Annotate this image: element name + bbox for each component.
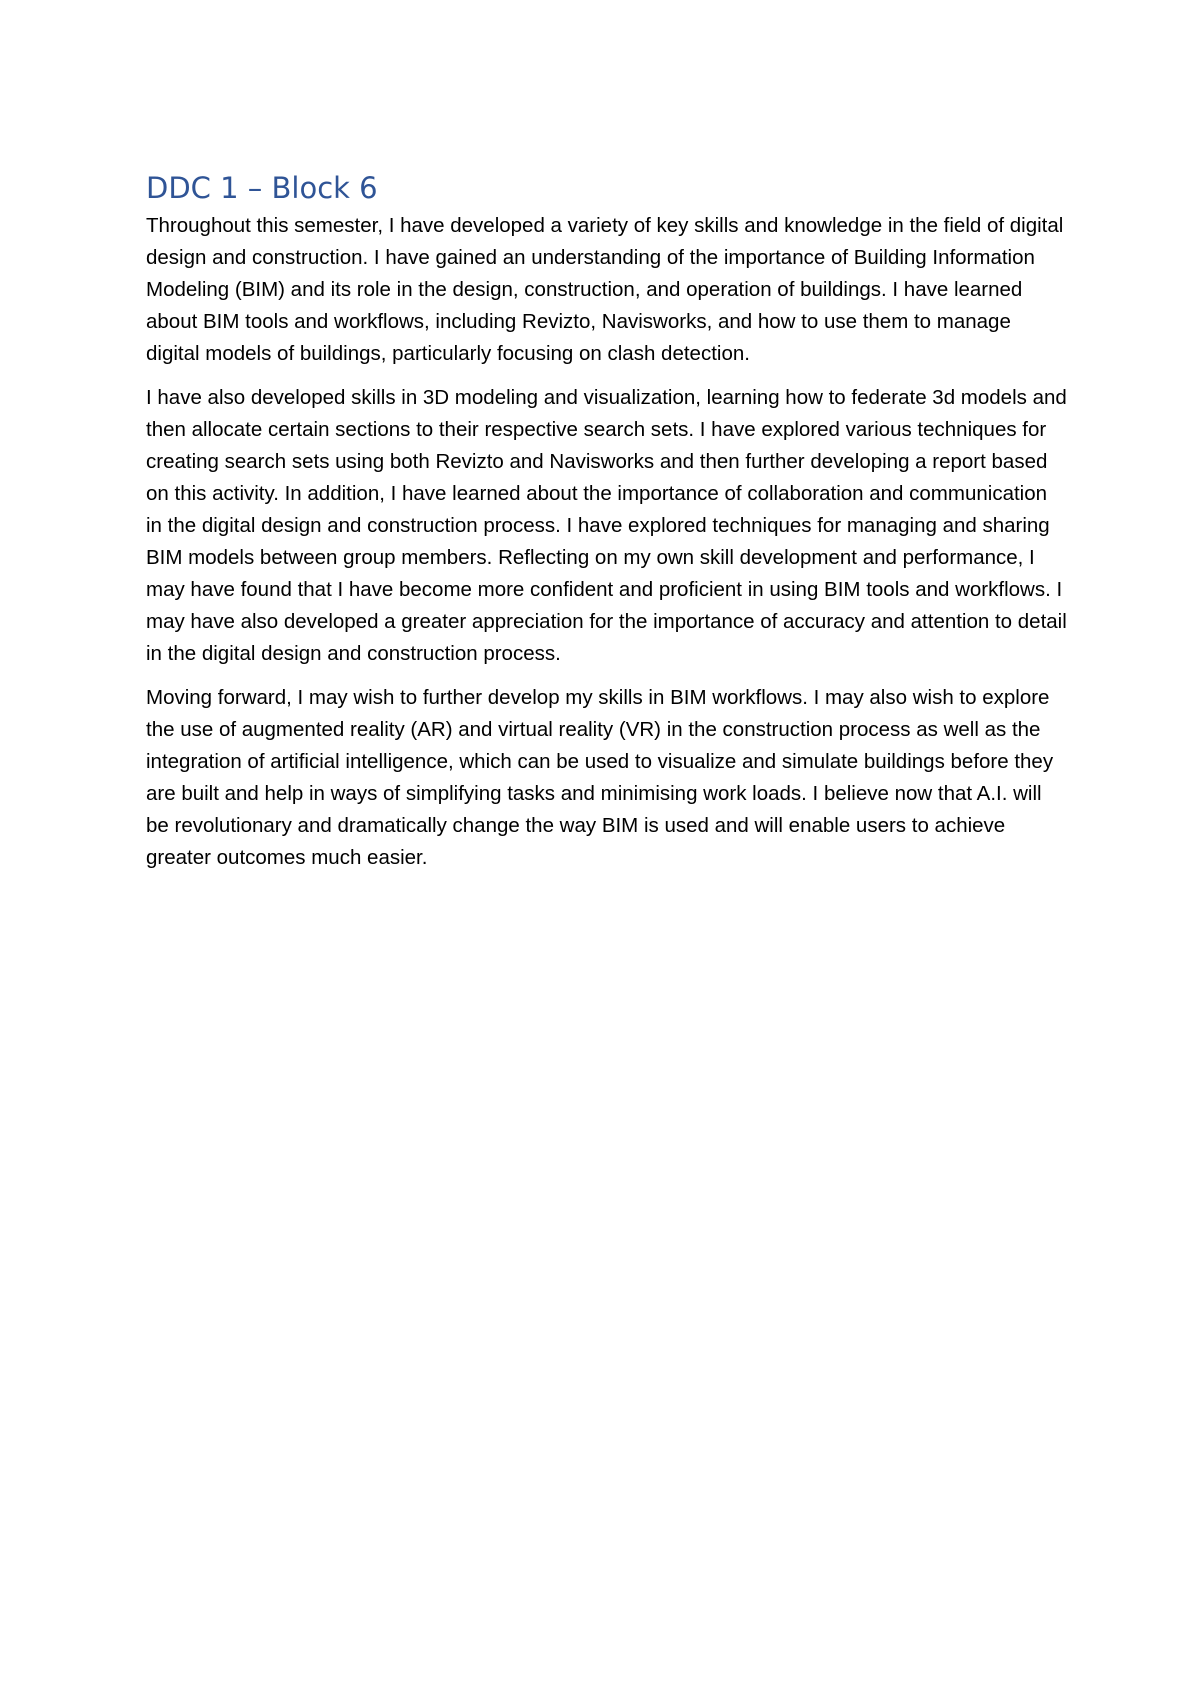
paragraph-modeling-collaboration: I have also developed skills in 3D modeling and visualization, learning how to federate 3d models and then allocate certain sections to their respective search sets. I have explored various techniques for creating search sets using both Revizto and Navisworks and then further developing a report based on this activity. In addition, I have learned about the importance of collaboration and communication in the digital design and construction process. I have explored techniques for managing and sharing BIM models between group members. Reflecting on my own skill development and performance, I may have found that I have become more confident and proficient in using BIM tools and workflows. I may have also developed a greater appreciation for the importance of accuracy and attention to detail in the digital design and construction process. [146, 386, 1067, 665]
paragraph-skills-knowledge: Throughout this semester, I have developed a variety of key skills and knowledge in the field of digital design and construction. I have gained an understanding of the importance of Building Information Modeling (BIM) and its role in the design, construction, and operation of buildings. I have learned about BIM tools and workflows, including Revizto, Navisworks, and how to use them to manage digital models of buildings, particularly focusing on clash detection. [146, 214, 1064, 365]
document-body [146, 168, 1068, 886]
document-title: DDC 1 – Block 6 [146, 171, 378, 205]
paragraph-moving-forward: Moving forward, I may wish to further develop my skills in BIM workflows. I may also wish to explore the use of augmented reality (AR) and virtual reality (VR) in the construction process as well as the integration of artificial intelligence, which can be used to visualize and simulate buildings before they are built and help in ways of simplifying tasks and minimising work loads. I believe now that A.I. will be revolutionary and dramatically change the way BIM is used and will enable users to achieve greater outcomes much easier. [146, 686, 1054, 869]
